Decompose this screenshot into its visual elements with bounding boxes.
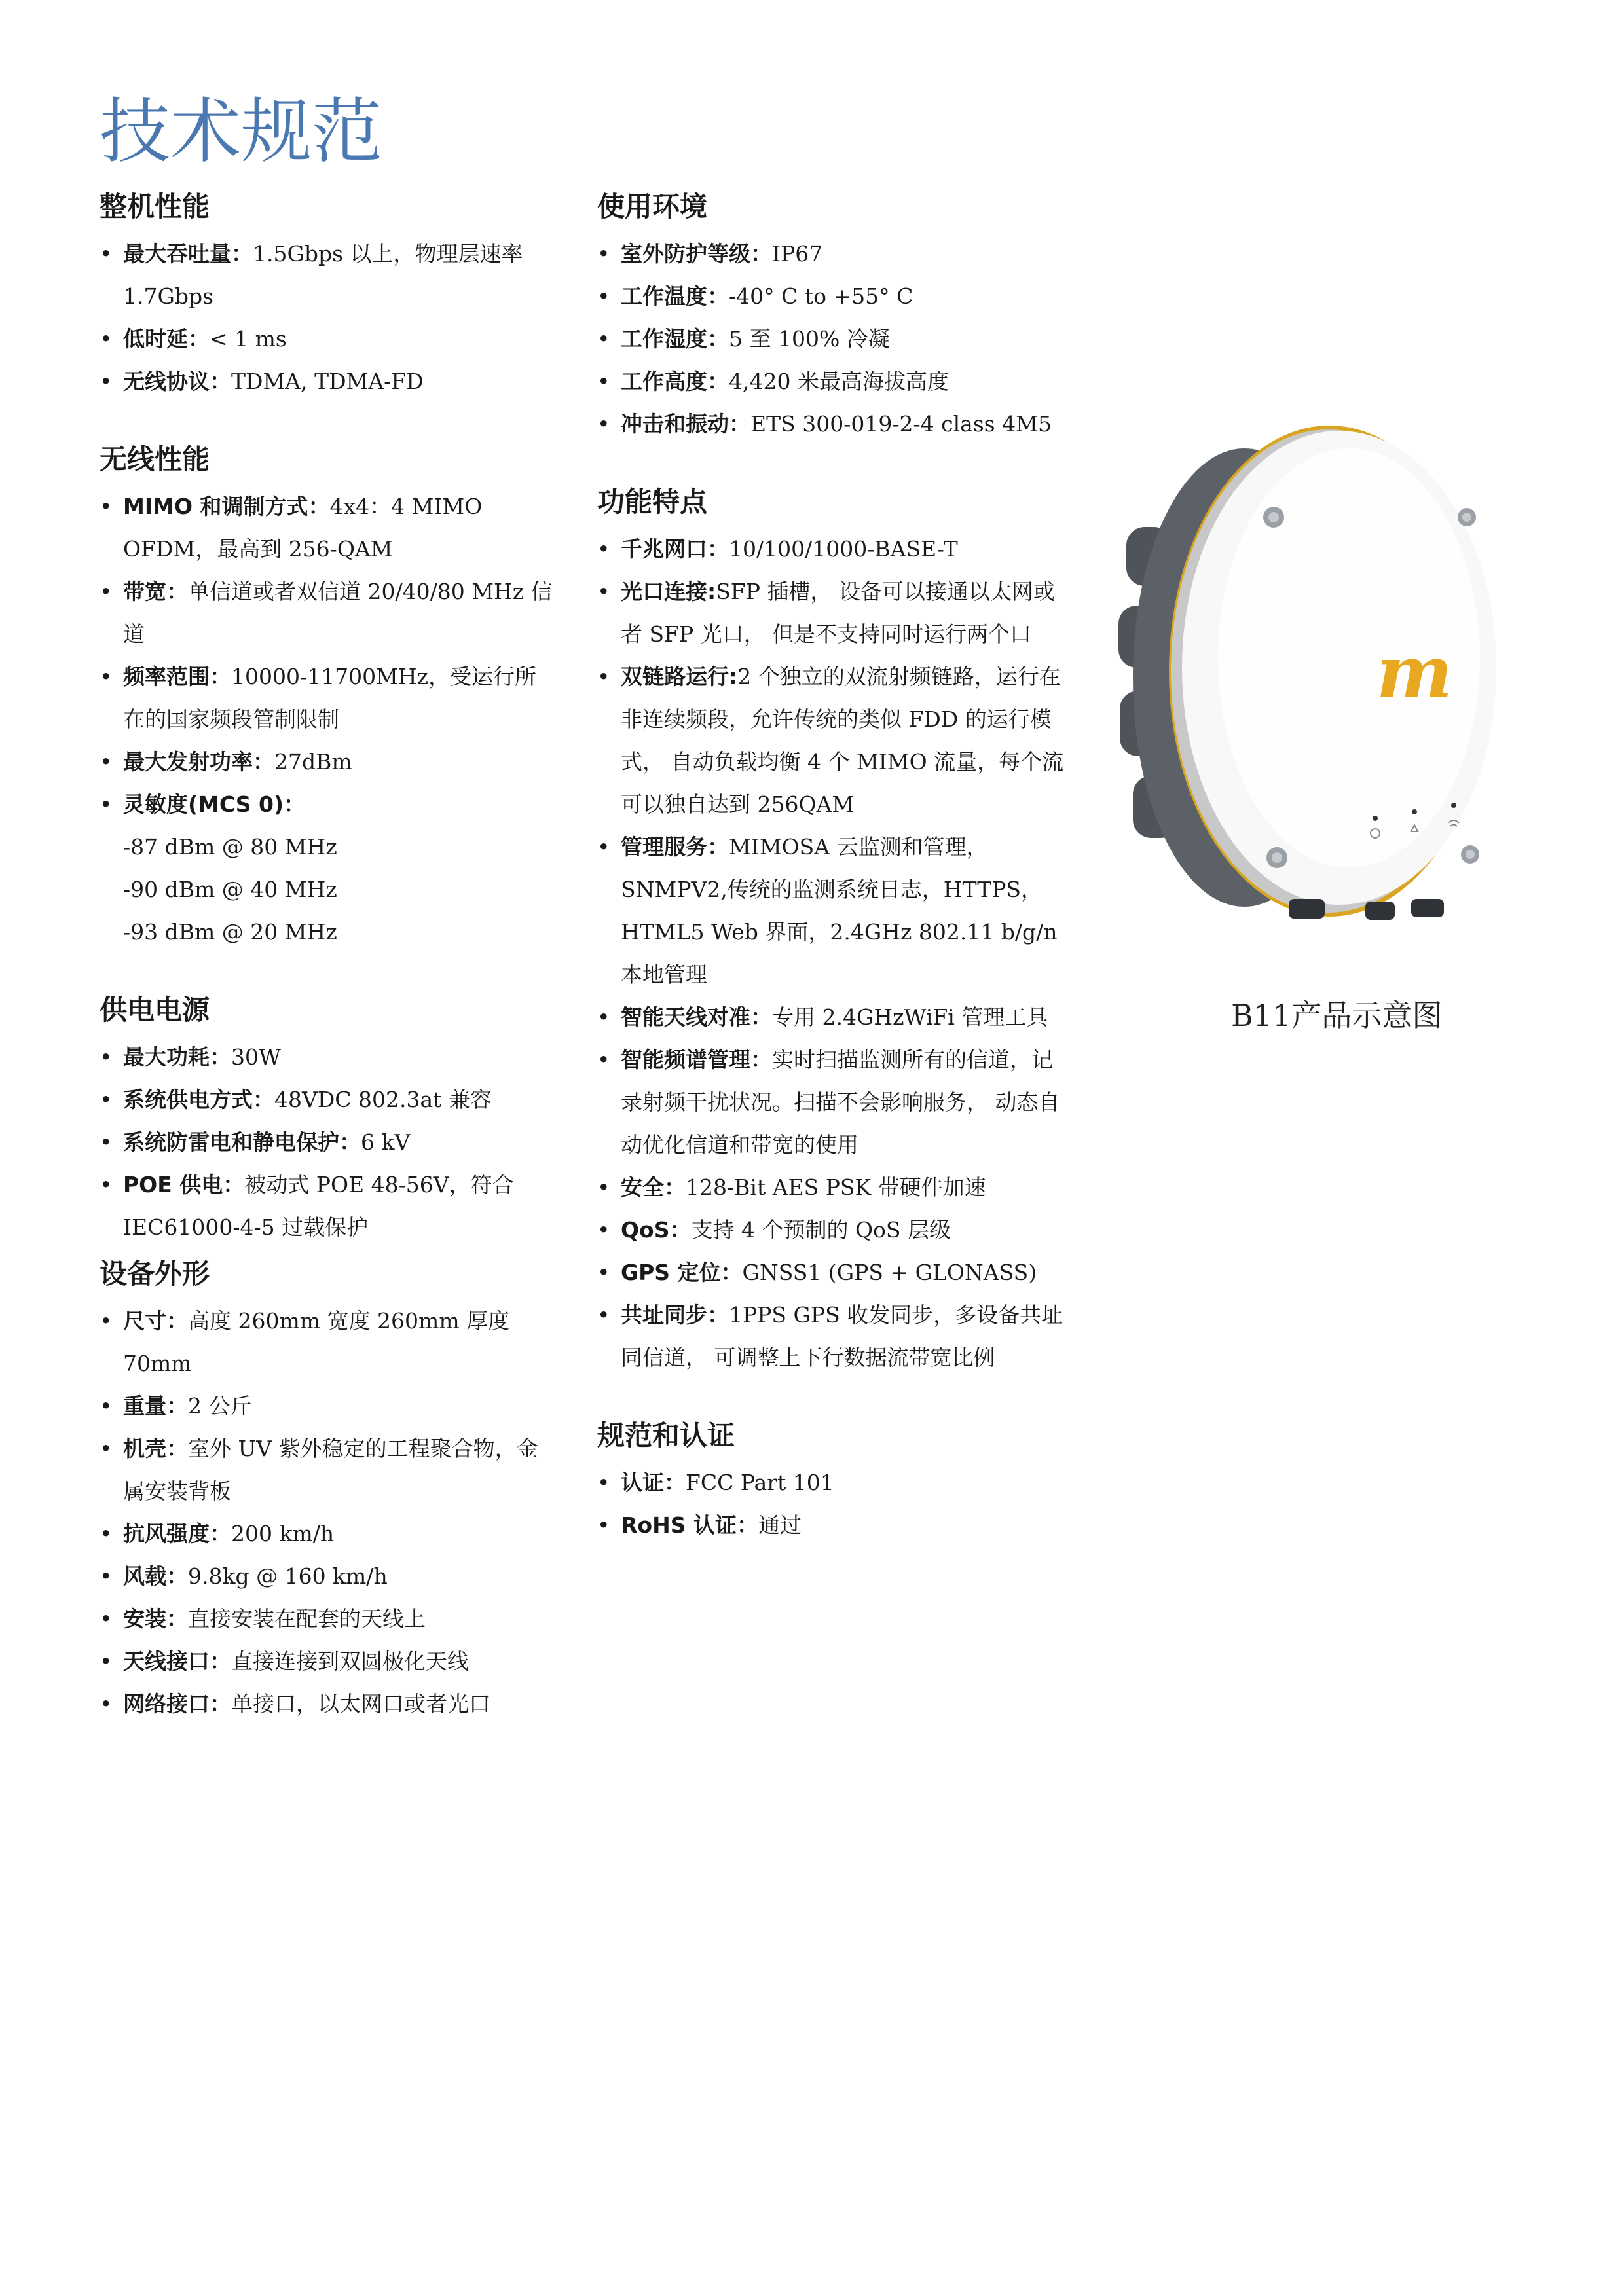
spec-label: 冲击和振动： — [621, 411, 750, 437]
spec-value: 2 个独立的双流射频链路，运行在非连续频段，允许传统的类似 FDD 的运行模式， 自动负载均衡 4 个 MIMO 流量，每个流可以独自达到 256QAM — [621, 664, 1064, 817]
spec-item — [597, 318, 1069, 360]
spec-item — [597, 360, 1069, 403]
section-heading: 供电电源 — [100, 994, 210, 1026]
spec-item — [100, 740, 558, 783]
section-heading: 无线性能 — [100, 443, 210, 475]
spec-value: GNSS1 (GPS + GLONASS) — [742, 1260, 1037, 1285]
spec-label: RoHS 认证： — [621, 1512, 758, 1538]
spec-item — [100, 1121, 558, 1163]
spec-value: 直接连接到双圆极化天线 — [231, 1649, 469, 1674]
spec-value: 实时扫描监测所有的信道，记录射频干扰状况。扫描不会影响服务， 动态自动优化信道和带宽的使用 — [621, 1047, 1060, 1157]
spec-label: 光口连接: — [621, 579, 716, 604]
spec-value: 10/100/1000-BASE-T — [729, 536, 958, 562]
spec-label: 安装： — [123, 1606, 188, 1631]
spec-label: 带宽： — [123, 579, 188, 604]
spec-value: 2 公斤 — [188, 1393, 252, 1419]
spec-section — [597, 482, 1069, 1379]
spec-item — [597, 996, 1069, 1038]
spec-label: 机壳： — [123, 1436, 188, 1461]
spec-value: 27dBm — [274, 749, 352, 774]
spec-item — [100, 1683, 558, 1725]
spec-item — [597, 1209, 1069, 1251]
spec-item — [100, 1512, 558, 1555]
spec-item — [597, 232, 1069, 275]
spec-value: 48VDC 802.3at 兼容 — [274, 1087, 492, 1112]
spec-value: < 1 ms — [210, 326, 287, 352]
spec-label: QoS： — [621, 1217, 692, 1243]
spec-section — [597, 187, 1069, 445]
sensitivity-value: -93 dBm @ 20 MHz — [123, 919, 337, 945]
spec-label: 无线协议： — [123, 369, 231, 394]
spec-label: 重量： — [123, 1393, 188, 1419]
spec-value: ETS 300-019-2-4 class 4M5 — [750, 411, 1052, 437]
spec-item — [100, 1163, 558, 1248]
spec-value: 30W — [231, 1044, 281, 1070]
spec-value: IP67 — [772, 241, 823, 266]
spec-label: 工作温度： — [621, 283, 729, 309]
section-heading: 整机性能 — [100, 191, 210, 223]
spec-item — [597, 1504, 1069, 1546]
spec-list — [597, 1461, 1069, 1546]
spec-section — [597, 1415, 1069, 1546]
spec-item — [597, 826, 1069, 996]
section-heading: 使用环境 — [597, 191, 708, 223]
spec-list — [100, 485, 558, 953]
left-column — [100, 187, 558, 1762]
device-caption: B11产品示意图 — [1231, 998, 1443, 1033]
spec-section — [100, 990, 558, 1248]
spec-item — [597, 1166, 1069, 1209]
spec-value: 128-Bit AES PSK 带硬件加速 — [686, 1175, 986, 1200]
spec-label: 尺寸： — [123, 1308, 188, 1334]
spec-item — [597, 528, 1069, 570]
spec-label: MIMO 和调制方式： — [123, 494, 330, 519]
spec-label: 系统供电方式： — [123, 1087, 274, 1112]
spec-value: 单接口，以太网口或者光口 — [231, 1691, 490, 1717]
spec-label: 风载： — [123, 1563, 188, 1589]
spec-label: 抗风强度： — [123, 1521, 231, 1546]
spec-label: 千兆网口： — [621, 536, 729, 562]
spec-label: 工作湿度： — [621, 326, 729, 352]
spec-label: POE 供电： — [123, 1172, 245, 1197]
spec-label: 最大发射功率： — [123, 749, 274, 774]
spec-label: 安全： — [621, 1175, 686, 1200]
spec-label: 管理服务： — [621, 834, 729, 860]
spec-value: 10000-11700MHz，受运行所在的国家频段管制限制 — [123, 664, 537, 732]
spec-value: 200 km/h — [231, 1521, 335, 1546]
spec-value: 5 至 100% 冷凝 — [729, 326, 890, 352]
spec-item — [597, 1461, 1069, 1504]
spec-label: 频率范围： — [123, 664, 231, 689]
spec-list — [597, 528, 1069, 1379]
spec-value: 直接安装在配套的天线上 — [188, 1606, 426, 1631]
spec-value: FCC Part 101 — [686, 1470, 834, 1495]
middle-column — [597, 187, 1069, 1583]
spec-list — [100, 1036, 558, 1248]
spec-label: 智能天线对准： — [621, 1004, 772, 1030]
b11-device-image — [1113, 409, 1500, 946]
spec-list — [100, 1300, 558, 1725]
spec-item — [100, 232, 558, 318]
spec-item — [597, 1038, 1069, 1166]
spec-item — [100, 655, 558, 740]
section-heading: 功能特点 — [597, 486, 708, 518]
spec-value: 1PPS GPS 收发同步，多设备共址同信道， 可调整上下行数据流带宽比例 — [621, 1302, 1063, 1370]
spec-value: 支持 4 个预制的 QoS 层级 — [691, 1217, 951, 1243]
spec-label: 低时延： — [123, 326, 210, 352]
sensitivity-value: -90 dBm @ 40 MHz — [123, 877, 337, 902]
spec-value: 9.8kg @ 160 km/h — [188, 1563, 388, 1589]
spec-item — [100, 783, 558, 826]
spec-item — [100, 1300, 558, 1385]
spec-value: 高度 260mm 宽度 260mm 厚度 70mm — [123, 1308, 510, 1376]
spec-item — [100, 1555, 558, 1597]
spec-label: GPS 定位： — [621, 1260, 743, 1285]
spec-label: 最大功耗： — [123, 1044, 231, 1070]
spec-label: 双链路运行: — [621, 664, 738, 689]
spec-value: 4x4：4 MIMO OFDM，最高到 256-QAM — [123, 494, 483, 562]
spec-list — [597, 232, 1069, 445]
spec-item — [100, 318, 558, 360]
spec-value: 通过 — [758, 1512, 802, 1538]
spec-section — [100, 439, 558, 953]
spec-item — [100, 485, 558, 570]
sensitivity-value: -87 dBm @ 80 MHz — [123, 834, 337, 860]
spec-item — [597, 655, 1069, 826]
spec-label: 共址同步： — [621, 1302, 729, 1328]
spec-value: 专用 2.4GHzWiFi 管理工具 — [772, 1004, 1048, 1030]
spec-label: 室外防护等级： — [621, 241, 772, 266]
spec-value: 被动式 POE 48-56V，符合 IEC61000-4-5 过载保护 — [123, 1172, 514, 1240]
spec-label: 认证： — [621, 1470, 686, 1495]
spec-value: 6 kV — [361, 1129, 411, 1155]
section-heading: 规范和认证 — [597, 1419, 735, 1451]
spec-item — [100, 1640, 558, 1683]
spec-item — [100, 570, 558, 655]
spec-label: 智能频谱管理： — [621, 1047, 772, 1072]
spec-value: 单信道或者双信道 20/40/80 MHz 信道 — [123, 579, 553, 647]
spec-value: TDMA, TDMA-FD — [231, 369, 424, 394]
spec-item — [597, 570, 1069, 655]
spec-label: 最大吞吐量： — [123, 241, 253, 266]
spec-label: 系统防雷电和静电保护： — [123, 1129, 361, 1155]
spec-label: 网络接口： — [123, 1691, 231, 1717]
spec-item — [100, 1385, 558, 1427]
spec-section — [100, 1254, 558, 1725]
spec-value: SFP 插槽， 设备可以接通以太网或者 SFP 光口， 但是不支持同时运行两个口 — [621, 579, 1055, 647]
spec-item — [100, 1078, 558, 1121]
spec-section — [100, 187, 558, 403]
spec-item — [597, 403, 1069, 445]
spec-value: MIMOSA 云监测和管理，SNMPV2,传统的监测系统日志，HTTPS，HTML5 Web 界面，2.4GHz 802.11 b/g/n 本地管理 — [621, 834, 1058, 987]
spec-value: 室外 UV 紫外稳定的工程聚合物，金属安装背板 — [123, 1436, 538, 1504]
spec-list — [100, 232, 558, 403]
spec-value: -40° C to +55° C — [729, 283, 913, 309]
spec-label: 工作高度： — [621, 369, 729, 394]
spec-value: 4,420 米最高海拔高度 — [729, 369, 949, 394]
spec-item — [100, 1597, 558, 1640]
mimosa-logo: m — [1376, 630, 1453, 714]
spec-item — [100, 1036, 558, 1078]
spec-item — [597, 1294, 1069, 1379]
spec-item — [597, 275, 1069, 318]
page-title: 技术规范 — [100, 91, 383, 173]
spec-value: 1.5Gbps 以上，物理层速率 1.7Gbps — [123, 241, 523, 309]
spec-label: 天线接口： — [123, 1649, 231, 1674]
spec-label: 灵敏度(MCS 0)： — [123, 792, 306, 817]
spec-item — [100, 360, 558, 403]
spec-item — [100, 1427, 558, 1512]
section-heading: 设备外形 — [100, 1258, 210, 1290]
spec-item — [597, 1251, 1069, 1294]
